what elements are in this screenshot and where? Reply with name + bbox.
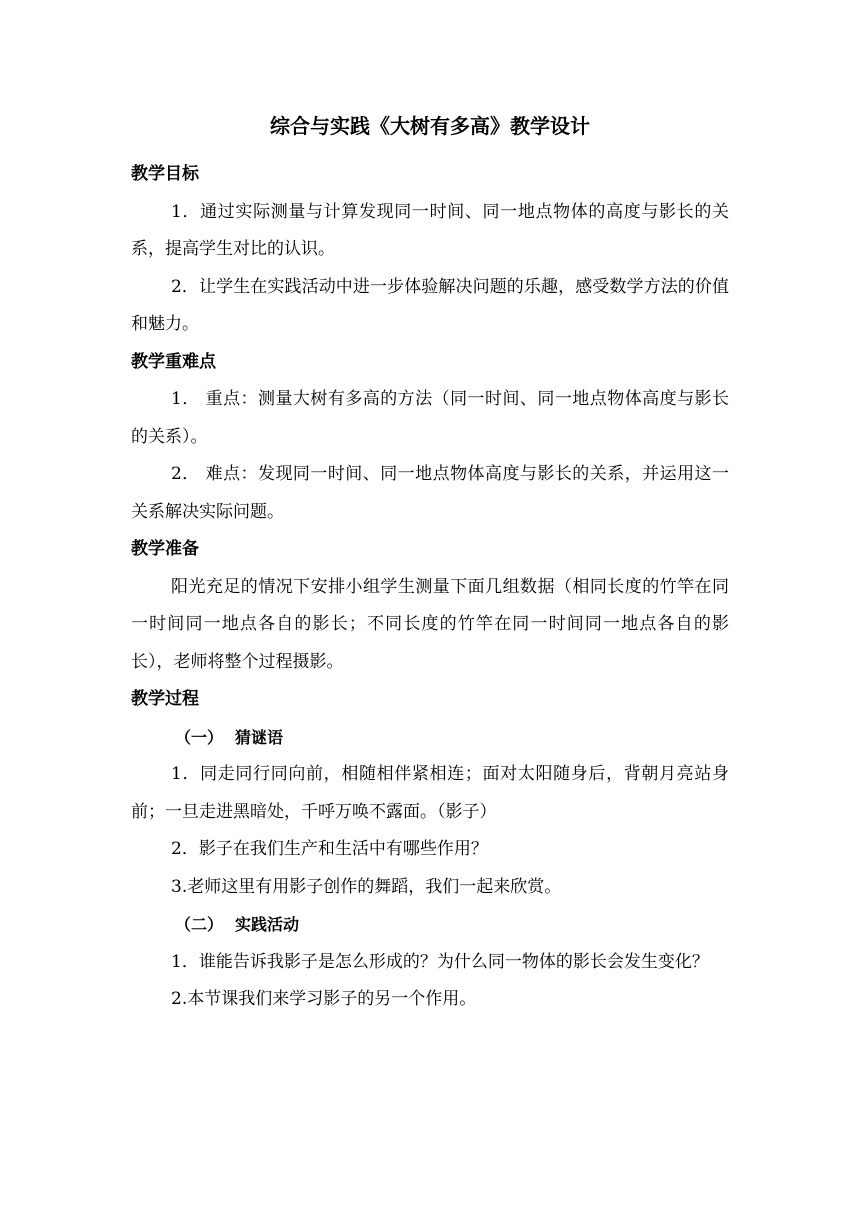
subsection-label: 实践活动 xyxy=(235,915,300,934)
paragraph: 1．谁能告诉我影子是怎么形成的？为什么同一物体的影长会发生变化？ xyxy=(171,951,709,972)
paragraph: 1．通过实际测量与计算发现同一时间、同一地点物体的高度与影长的关系，提高学生对比的认识。 xyxy=(131,201,729,259)
section-heading-preparation: 教学准备 xyxy=(131,539,199,559)
subsection-number: （一） xyxy=(175,727,224,747)
paragraph: 2．让学生在实践活动中进一步体验解决问题的乐趣，感受数学方法的价值和魅力。 xyxy=(131,276,729,334)
paragraph: 1．同走同行同向前，相随相伴紧相连；面对太阳随身后，背朝月亮站身前；一旦走进黑暗处，千呼万唤不露面。（影子） xyxy=(131,764,729,822)
paragraph: 3.老师这里有用影子创作的舞蹈，我们一起来欣赏。 xyxy=(171,876,562,897)
document-title: 综合与实践《大树有多高》教学设计 xyxy=(270,114,590,138)
paragraph: 2． 难点：发现同一时间、同一地点物体高度与影长的关系，并运用这一关系解决实际问题。 xyxy=(131,464,729,522)
subsection-label: 猜谜语 xyxy=(235,727,284,747)
section-heading-process: 教学过程 xyxy=(131,689,199,709)
section-heading-key-points: 教学重难点 xyxy=(131,351,216,372)
paragraph: 2.本节课我们来学习影子的另一个作用。 xyxy=(171,989,477,1009)
paragraph: 2．影子在我们生产和生活中有哪些作用？ xyxy=(171,839,488,859)
section-heading-objectives: 教学目标 xyxy=(131,164,199,184)
document-body xyxy=(131,156,729,1019)
subsection-heading-practice xyxy=(131,906,729,944)
subsection-heading-riddle xyxy=(131,719,729,757)
subsection-number: （二） xyxy=(175,915,224,934)
paragraph: 1． 重点：测量大树有多高的方法（同一时间、同一地点物体高度与影长的关系）。 xyxy=(131,389,729,447)
paragraph: 阳光充足的情况下安排小组学生测量下面几组数据（相同长度的竹竿在同一时间同一地点各自的影长；不同长度的竹竿在同一时间同一地点各自的影长），老师将整个过程摄影。 xyxy=(131,576,729,672)
